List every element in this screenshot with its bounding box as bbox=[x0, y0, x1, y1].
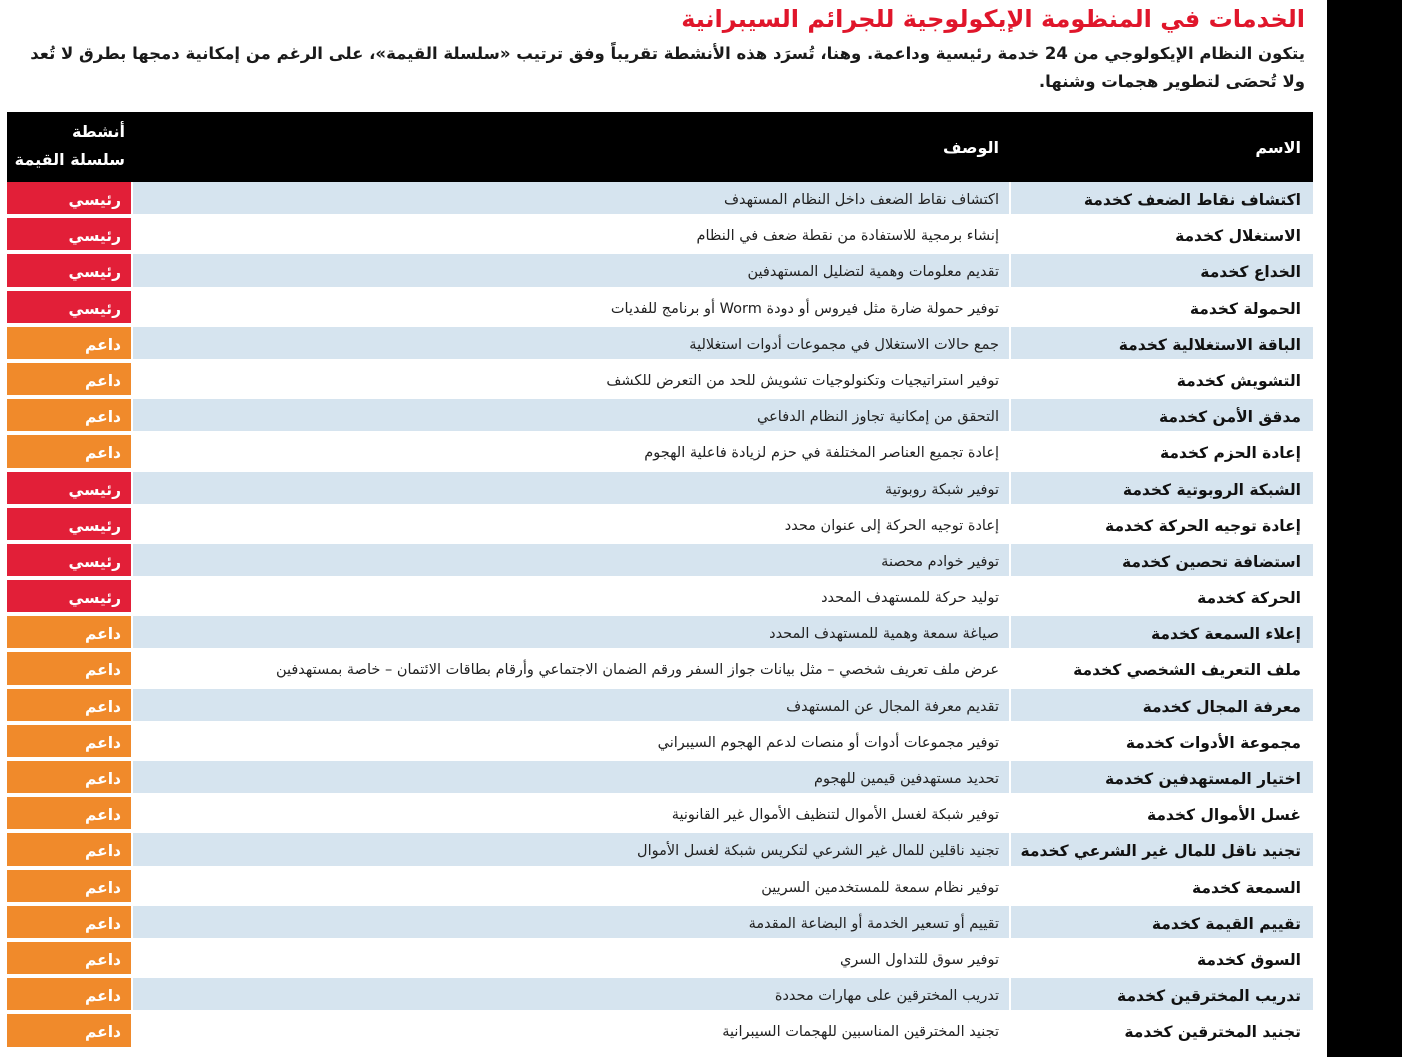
service-description: التحقق من إمكانية تجاوز النظام الدفاعي bbox=[133, 399, 1009, 433]
support-activity-badge: داعم bbox=[7, 327, 131, 361]
right-edge-bar bbox=[1327, 0, 1402, 1057]
service-name: غسل الأموال كخدمة bbox=[1011, 797, 1313, 831]
service-name: الحمولة كخدمة bbox=[1011, 291, 1313, 325]
service-name: الاستغلال كخدمة bbox=[1011, 218, 1313, 252]
service-description: تقييم أو تسعير الخدمة أو البضاعة المقدمة bbox=[133, 906, 1009, 940]
table-row bbox=[7, 797, 1313, 833]
table-row bbox=[7, 218, 1313, 254]
service-name: معرفة المجال كخدمة bbox=[1011, 689, 1313, 723]
table-row bbox=[7, 399, 1313, 435]
service-name: تجنيد ناقل للمال غير الشرعي كخدمة bbox=[1011, 833, 1313, 867]
service-name: ملف التعريف الشخصي كخدمة bbox=[1011, 652, 1313, 686]
support-activity-badge: داعم bbox=[7, 435, 131, 469]
service-description: توفير استراتيجيات وتكنولوجيات تشويش للحد من التعرض للكشف bbox=[133, 363, 1009, 397]
header-description: الوصف bbox=[942, 138, 999, 157]
service-name: مدقق الأمن كخدمة bbox=[1011, 399, 1313, 433]
table-row bbox=[7, 870, 1313, 906]
service-description: تقديم معلومات وهمية لتضليل المستهدفين bbox=[133, 254, 1009, 288]
header-activity: أنشطة سلسلة القيمة bbox=[14, 122, 125, 169]
table-body bbox=[7, 182, 1313, 1051]
service-name: مجموعة الأدوات كخدمة bbox=[1011, 725, 1313, 759]
support-activity-badge: داعم bbox=[7, 652, 131, 686]
service-name: إعادة توجيه الحركة كخدمة bbox=[1011, 508, 1313, 542]
table-row bbox=[7, 472, 1313, 508]
support-activity-badge: داعم bbox=[7, 363, 131, 397]
table-row bbox=[7, 544, 1313, 580]
table-row bbox=[7, 689, 1313, 725]
service-name: تقييم القيمة كخدمة bbox=[1011, 906, 1313, 940]
support-activity-badge: داعم bbox=[7, 689, 131, 723]
core-activity-badge: رئيسي bbox=[7, 472, 131, 506]
service-name: إعلاء السمعة كخدمة bbox=[1011, 616, 1313, 650]
service-name: اختيار المستهدفين كخدمة bbox=[1011, 761, 1313, 795]
table-row bbox=[7, 1014, 1313, 1050]
service-name: السوق كخدمة bbox=[1011, 942, 1313, 976]
table-row bbox=[7, 254, 1313, 290]
service-name: الشبكة الروبوتية كخدمة bbox=[1011, 472, 1313, 506]
service-name: السمعة كخدمة bbox=[1011, 870, 1313, 904]
service-description: توفير شبكة روبوتية bbox=[133, 472, 1009, 506]
support-activity-badge: داعم bbox=[7, 906, 131, 940]
table-row bbox=[7, 906, 1313, 942]
service-description: توفير خوادم محصنة bbox=[133, 544, 1009, 578]
table-row bbox=[7, 725, 1313, 761]
service-description: تجنيد ناقلين للمال غير الشرعي لتكريس شبكة لغسل الأموال bbox=[133, 833, 1009, 867]
table-header bbox=[7, 112, 1313, 182]
core-activity-badge: رئيسي bbox=[7, 182, 131, 216]
table-row bbox=[7, 182, 1313, 218]
support-activity-badge: داعم bbox=[7, 761, 131, 795]
support-activity-badge: داعم bbox=[7, 870, 131, 904]
service-description: إعادة توجيه الحركة إلى عنوان محدد bbox=[133, 508, 1009, 542]
intro-paragraph: يتكون النظام الإيكولوجي من 24 خدمة رئيسية وداعمة. وهنا، تُسرَد هذه الأنشطة تقريباً وفق ترتيب «سلسلة القيمة»، على الرغم من إمكانية دمجها بطرق لا تُعد ولا تُحصَى لتطوير هجمات وشنها. bbox=[30, 44, 1305, 91]
table-row bbox=[7, 761, 1313, 797]
support-activity-badge: داعم bbox=[7, 797, 131, 831]
service-description: إعادة تجميع العناصر المختلفة في حزم لزيادة فاعلية الهجوم bbox=[133, 435, 1009, 469]
table-row bbox=[7, 652, 1313, 688]
table-row bbox=[7, 363, 1313, 399]
service-description: توفير حمولة ضارة مثل فيروس أو دودة Worm أو برنامج للفديات bbox=[133, 291, 1009, 325]
support-activity-badge: داعم bbox=[7, 833, 131, 867]
core-activity-badge: رئيسي bbox=[7, 254, 131, 288]
support-activity-badge: داعم bbox=[7, 616, 131, 650]
core-activity-badge: رئيسي bbox=[7, 508, 131, 542]
service-description: توفير سوق للتداول السري bbox=[133, 942, 1009, 976]
service-description: عرض ملف تعريف شخصي – مثل بيانات جواز السفر ورقم الضمان الاجتماعي وأرقام بطاقات الائتمان – خاصة بمستهدفين bbox=[133, 652, 1009, 686]
table-row bbox=[7, 291, 1313, 327]
support-activity-badge: داعم bbox=[7, 725, 131, 759]
service-name: التشويش كخدمة bbox=[1011, 363, 1313, 397]
core-activity-badge: رئيسي bbox=[7, 544, 131, 578]
service-name: الحركة كخدمة bbox=[1011, 580, 1313, 614]
service-name: تجنيد المخترقين كخدمة bbox=[1011, 1014, 1313, 1048]
core-activity-badge: رئيسي bbox=[7, 218, 131, 252]
service-description: اكتشاف نقاط الضعف داخل النظام المستهدف bbox=[133, 182, 1009, 216]
service-description: توفير شبكة لغسل الأموال لتنظيف الأموال غير القانونية bbox=[133, 797, 1009, 831]
service-description: توفير نظام سمعة للمستخدمين السريين bbox=[133, 870, 1009, 904]
table-row bbox=[7, 508, 1313, 544]
service-description: توفير مجموعات أدوات أو منصات لدعم الهجوم السيبراني bbox=[133, 725, 1009, 759]
table-row bbox=[7, 978, 1313, 1014]
core-activity-badge: رئيسي bbox=[7, 291, 131, 325]
service-name: إعادة الحزم كخدمة bbox=[1011, 435, 1313, 469]
service-description: توليد حركة للمستهدف المحدد bbox=[133, 580, 1009, 614]
support-activity-badge: داعم bbox=[7, 942, 131, 976]
support-activity-badge: داعم bbox=[7, 399, 131, 433]
table-row bbox=[7, 942, 1313, 978]
table-row bbox=[7, 327, 1313, 363]
support-activity-badge: داعم bbox=[7, 978, 131, 1012]
service-name: الخداع كخدمة bbox=[1011, 254, 1313, 288]
page-title: الخدمات في المنظومة الإيكولوجية للجرائم السيبرانية bbox=[681, 5, 1305, 33]
service-name: اكتشاف نقاط الضعف كخدمة bbox=[1011, 182, 1313, 216]
service-name: الباقة الاستغلالية كخدمة bbox=[1011, 327, 1313, 361]
service-name: تدريب المخترقين كخدمة bbox=[1011, 978, 1313, 1012]
service-description: إنشاء برمجية للاستفادة من نقطة ضعف في النظام bbox=[133, 218, 1009, 252]
service-description: جمع حالات الاستغلال في مجموعات أدوات استغلالية bbox=[133, 327, 1009, 361]
support-activity-badge: داعم bbox=[7, 1014, 131, 1048]
service-description: تدريب المخترقين على مهارات محددة bbox=[133, 978, 1009, 1012]
core-activity-badge: رئيسي bbox=[7, 580, 131, 614]
service-name: استضافة تحصين كخدمة bbox=[1011, 544, 1313, 578]
table-row bbox=[7, 580, 1313, 616]
table-row bbox=[7, 833, 1313, 869]
header-name: الاسم bbox=[1255, 138, 1301, 157]
service-description: صياغة سمعة وهمية للمستهدف المحدد bbox=[133, 616, 1009, 650]
table-row bbox=[7, 435, 1313, 471]
service-description: تحديد مستهدفين قيمين للهجوم bbox=[133, 761, 1009, 795]
service-description: تقديم معرفة المجال عن المستهدف bbox=[133, 689, 1009, 723]
table-row bbox=[7, 616, 1313, 652]
service-description: تجنيد المخترقين المناسبين للهجمات السيبرانية bbox=[133, 1014, 1009, 1048]
